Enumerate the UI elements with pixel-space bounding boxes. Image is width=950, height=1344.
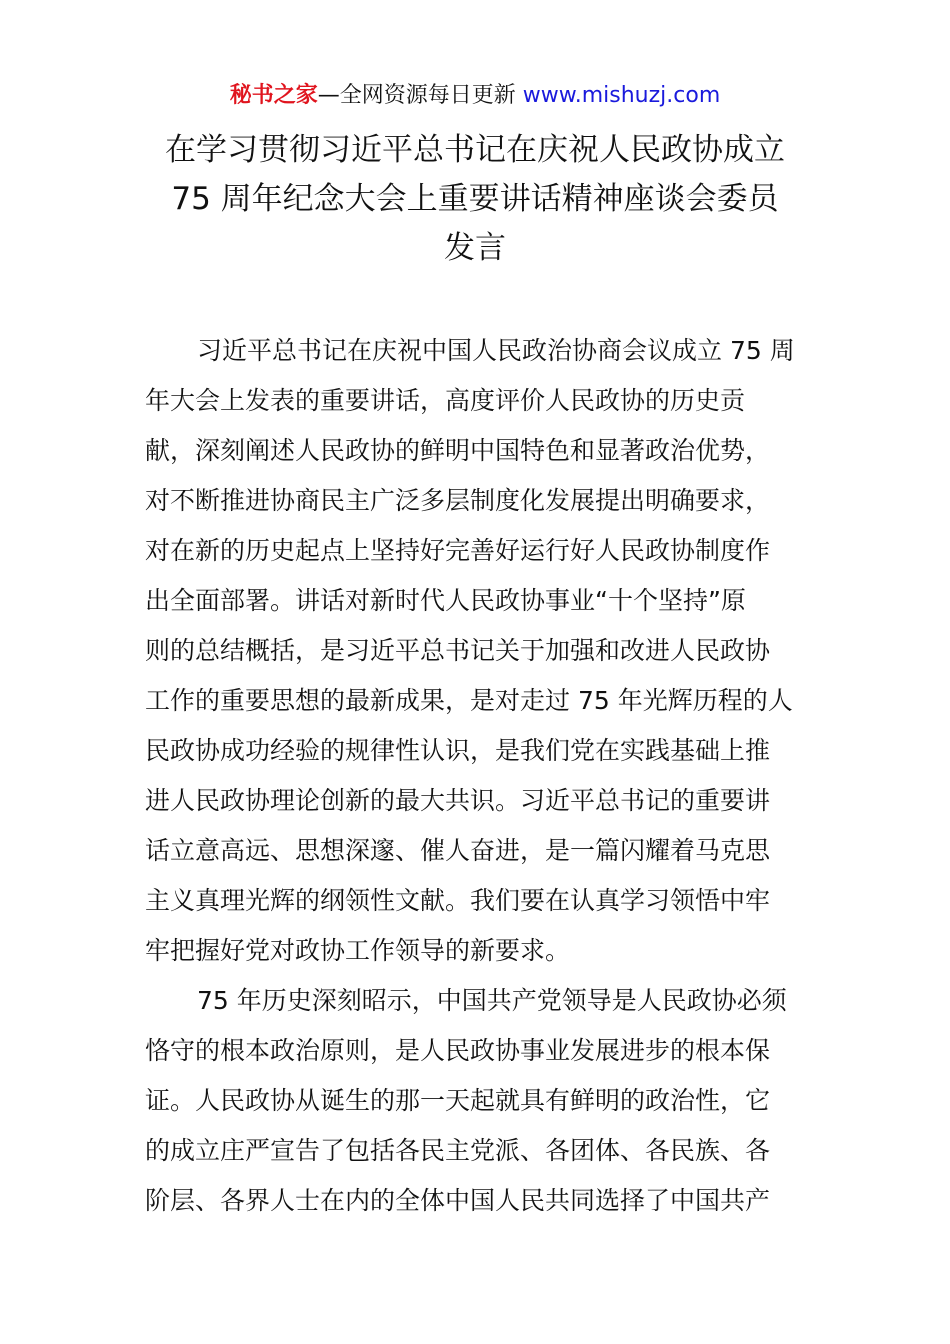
paragraph-2-line: 证。人民政协从诞生的那一天起就具有鲜明的政治性，它 [145,1086,771,1115]
title-line: 75 周年纪念大会上重要讲话精神座谈会委员 [171,181,779,217]
document-body [145,326,825,1226]
paragraph-2-line: 的成立庄严宣告了包括各民主党派、各团体、各民族、各 [145,1136,771,1165]
paragraph-1-line: 年大会上发表的重要讲话，高度评价人民政协的历史贡 [145,386,746,415]
paragraph-1-line: 出全面部署。讲话对新时代人民政协事业“十个坚持”原 [145,586,746,615]
paragraph-1-line: 进人民政协理论创新的最大共识。习近平总书记的重要讲 [145,786,771,815]
paragraph-1-line: 对在新的历史起点上坚持好完善好运行好人民政协制度作 [145,536,771,565]
paragraph-2-line: 阶层、各界人士在内的全体中国人民共同选择了中国共产 [145,1186,771,1215]
paragraph-1-line: 话立意高远、思想深邃、催人奋进，是一篇闪耀着马克思 [145,836,771,865]
title-line: 在学习贯彻习近平总书记在庆祝人民政协成立 [165,132,785,168]
paragraph-1-line: 主义真理光辉的纲领性文献。我们要在认真学习领悟中牢 [145,886,771,915]
paragraph-1-line: 工作的重要思想的最新成果，是对走过 75 年光辉历程的人 [145,686,793,715]
paragraph-1-line: 献，深刻阐述人民政协的鲜明中国特色和显著政治优势， [145,436,771,465]
paragraph-2-line: 75 年历史深刻昭示，中国共产党领导是人民政协必须 [197,986,787,1015]
document-title [120,126,830,273]
paragraph-2-line: 恪守的根本政治原则，是人民政协事业发展进步的根本保 [145,1036,771,1065]
paragraph-1-line: 牢把握好党对政协工作领导的新要求。 [145,936,571,965]
paragraph-1-line: 习近平总书记在庆祝中国人民政治协商会议成立 75 周 [197,336,795,365]
paragraph-1-line: 民政协成功经验的规律性认识，是我们党在实践基础上推 [145,736,771,765]
brand-name: 秘书之家 [229,83,318,108]
paragraph-1-line: 则的总结概括，是习近平总书记关于加强和改进人民政协 [145,636,771,665]
paragraph-1-line: 对不断推进协商民主广泛多层制度化发展提出明确要求， [145,486,771,515]
site-url-link[interactable]: www.mishuzj.com [522,83,721,108]
site-header [0,80,950,112]
header-tagline: —全网资源每日更新 [317,83,523,108]
title-line: 发言 [444,230,506,266]
